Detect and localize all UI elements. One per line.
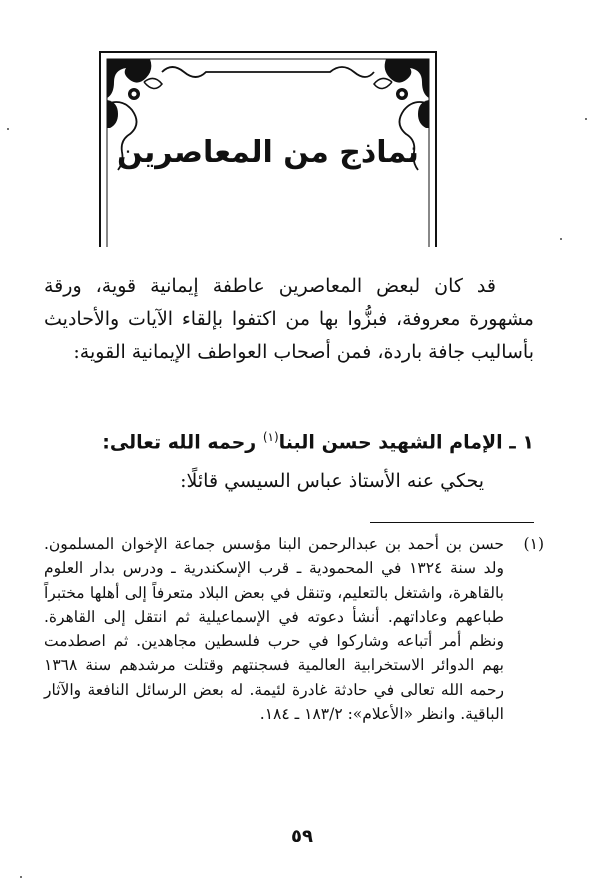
chapter-title: نماذج من المعاصرين	[117, 135, 419, 170]
narration-intro-line: يحكي عنه الأستاذ عباس السيسي قائلًا:	[180, 470, 484, 492]
scan-speck	[7, 128, 9, 130]
intro-paragraph: قد كان لبعض المعاصرين عاطفة إيمانية قوية، ورقة مشهورة معروفة، فبزُّوا بها من اكتفوا بإلقاء الآيات والأحاديث بأساليب جافة باردة، فمن أصحاب العواطف الإيمانية القوية:	[44, 275, 534, 363]
section-heading	[44, 430, 534, 453]
section-heading-suffix: رحمه الله تعالى:	[102, 431, 263, 454]
footnote	[44, 532, 544, 726]
page-number: ٥٩	[291, 826, 313, 847]
scan-speck	[560, 238, 562, 240]
scan-speck	[20, 876, 22, 878]
footnote-divider	[370, 522, 534, 523]
footnote-marker: (١)	[523, 535, 544, 553]
scan-speck	[585, 118, 587, 120]
section-heading-text: ١ ـ الإمام الشهيد حسن البنا	[278, 431, 534, 454]
footnote-reference[interactable]: (١)	[262, 430, 279, 444]
footnote-text: حسن بن أحمد بن عبدالرحمن البنا مؤسس جماعة الإخوان المسلمون. ولد سنة ١٣٢٤ في المحمودية ـ قرب الإسكندرية ـ ودرس بدار العلوم بالقاهرة، واشتغل بالتعليم، وتنقل في بعض البلاد متعرفاً إلى أهلها مختبراً طباعهم وعاداتهم. أنشأ دعوته في الإسماعيلية ثم انتقل إلى القاهرة. ونظم أمر أتباعه وشاركوا في حرب فلسطين مجاهدين. ثم اصطدمت بهم الدوائر الاستخرابية العالمية فسجنتهم وقتلت مرشدهم سنة ١٣٦٨ رحمه الله تعالى في حادثة غادرة لئيمة. له بعض الرسائل النافعة والآثار الباقية. وانظر «الأعلام»: ١٨٣/٢ ـ ١٨٤.	[44, 535, 504, 724]
